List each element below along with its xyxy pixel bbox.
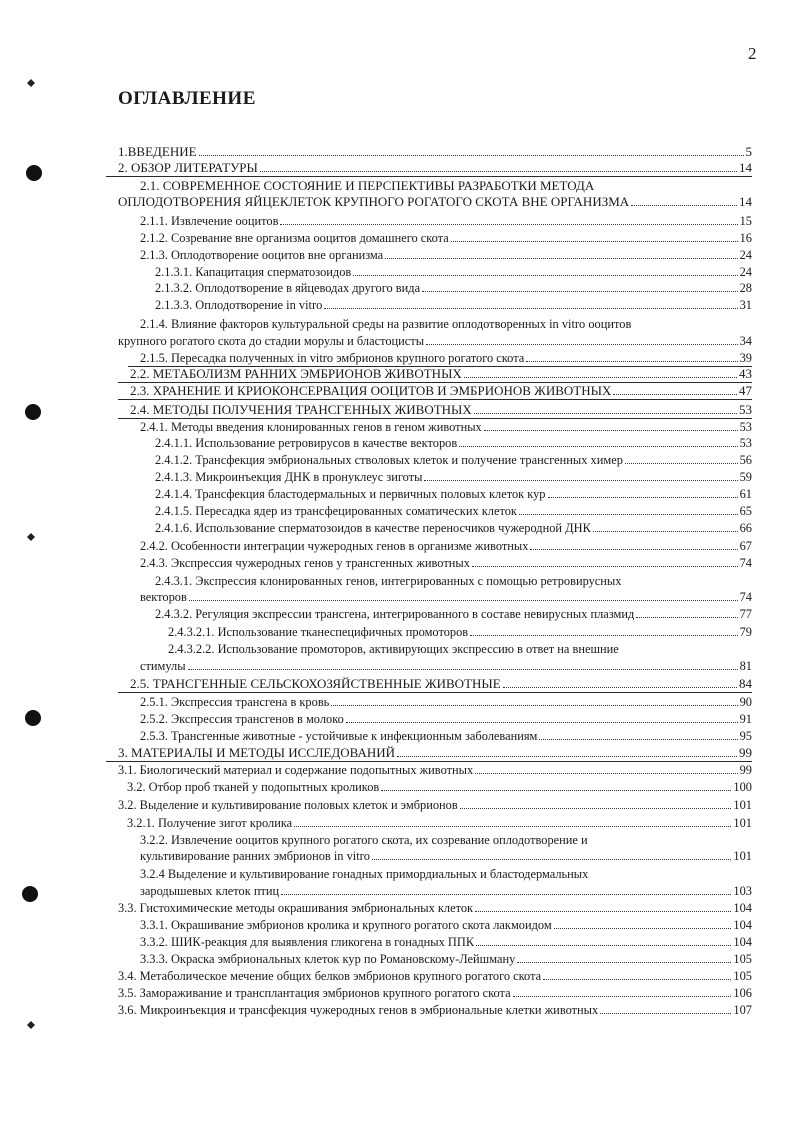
- toc-entry-title: 2.5.1. Экспрессия трансгена в кровь: [140, 695, 330, 709]
- toc-entry-page: 31: [739, 298, 752, 312]
- toc-entry-page: 14: [739, 160, 752, 175]
- dot-leader: [530, 549, 737, 550]
- toc-entry-title: 3.3.3. Окраска эмбриональных клеток кур по Романовскому-Лейшману: [140, 952, 516, 966]
- toc-entry-page: 74: [739, 590, 752, 604]
- toc-entry-title: 2.1. СОВРЕМЕННОЕ СОСТОЯНИЕ И ПЕРСПЕКТИВЫ РАЗРАБОТКИ МЕТОДА: [140, 178, 595, 193]
- dot-leader: [324, 308, 737, 309]
- toc-entry-page: 104: [733, 901, 752, 915]
- dot-leader: [476, 945, 731, 946]
- dot-leader: [517, 962, 731, 963]
- toc-entry-page: 16: [739, 231, 752, 245]
- dot-leader: [459, 446, 737, 447]
- toc-entry: [140, 866, 752, 882]
- rule-line: [118, 399, 752, 400]
- toc-entry-page: 67: [739, 539, 752, 553]
- toc-entry-title: 3.2.1. Получение зигот кролика: [127, 816, 293, 830]
- toc-entry-title: 2.4.1.4. Трансфекция бластодермальных и первичных половых клеток кур: [155, 487, 546, 501]
- toc-entry-title: зародышевых клеток птиц: [140, 884, 280, 898]
- toc-entry-title: 2.4.3.2. Регуляция экспрессии трансгена, интегрированного в составе невирусных плазмид: [155, 607, 635, 621]
- dot-leader: [346, 722, 738, 723]
- toc-entry-page: 34: [739, 334, 752, 348]
- toc-entry-page: 99: [739, 763, 752, 777]
- dot-leader: [625, 463, 738, 464]
- toc-entry-title: крупного рогатого скота до стадии морулы и бластоцисты: [118, 334, 425, 348]
- toc-entry-page: 90: [739, 695, 752, 709]
- toc-entry: [118, 762, 752, 778]
- toc-entry-title: 2.4.3.2.1. Использование тканеспецифичных промоторов: [168, 625, 469, 639]
- toc-entry: [127, 815, 752, 831]
- dot-leader: [631, 205, 737, 206]
- dot-leader: [451, 241, 738, 242]
- toc-entry: [155, 264, 752, 280]
- toc-entry: [127, 779, 752, 795]
- rule-line: [118, 692, 752, 693]
- toc-entry-page: 39: [739, 351, 752, 365]
- toc-entry: [140, 419, 752, 435]
- dot-leader: [424, 480, 737, 481]
- toc-entry-title: 2.5.2. Экспрессия трансгенов в молоко: [140, 712, 344, 726]
- toc-entry: [168, 624, 752, 640]
- dot-leader: [422, 291, 738, 292]
- toc-entry-title: ОПЛОДОТВОРЕНИЯ ЯЙЦЕКЛЕТОК КРУПНОГО РОГАТОГО СКОТА ВНЕ ОРГАНИЗМА: [118, 194, 630, 209]
- toc-entry-page: 56: [739, 453, 752, 467]
- toc-entry-title: 3.2.4 Выделение и культивирование гонадных примордиальных и бластодермальных: [140, 867, 589, 881]
- dot-leader: [353, 275, 737, 276]
- toc-entry-page: 99: [739, 745, 752, 760]
- toc-entry-page: 101: [733, 798, 752, 812]
- toc-entry: [140, 917, 752, 933]
- dot-leader: [548, 497, 738, 498]
- toc-entry: [140, 213, 752, 229]
- toc-entry-title: 3.5. Замораживание и трансплантация эмбрионов крупного рогатого скота: [118, 986, 511, 1000]
- dot-leader: [543, 979, 731, 980]
- toc-entry-title: 2.5.3. Трансгенные животные - устойчивые к инфекционным заболеваниям: [140, 729, 538, 743]
- toc-entry-page: 53: [739, 402, 752, 417]
- toc-entry-page: 28: [739, 281, 752, 295]
- dot-leader: [519, 514, 738, 515]
- toc-entry-page: 101: [733, 849, 752, 863]
- toc-entry-page: 47: [739, 383, 752, 398]
- toc-entry-page: 5: [745, 144, 752, 159]
- dot-leader: [593, 531, 738, 532]
- dot-leader: [199, 155, 744, 156]
- toc-entry: [118, 1002, 752, 1018]
- toc-entry-title: 2.4.1.1. Использование ретровирусов в качестве векторов: [155, 436, 458, 450]
- toc-entry: [140, 230, 752, 246]
- toc-entry: [140, 934, 752, 950]
- page-title: ОГЛАВЛЕНИЕ: [118, 88, 256, 109]
- toc-entry-page: 107: [733, 1003, 752, 1017]
- toc-entry-title: 1.ВВЕДЕНИЕ: [118, 144, 197, 159]
- toc-entry: [118, 900, 752, 916]
- toc-entry-title: 3.6. Микроинъекция и трансфекция чужеродных генов в эмбриональные клетки животных: [118, 1003, 599, 1017]
- dot-leader: [472, 566, 738, 567]
- toc-entry: [168, 641, 752, 657]
- toc-entry-title: 2.1.5. Пересадка полученных in vitro эмбрионов крупного рогатого скота: [140, 351, 525, 365]
- dot-leader: [474, 413, 737, 414]
- toc-entry: [140, 247, 752, 263]
- toc-entry-title: 2.5. ТРАНСГЕННЫЕ СЕЛЬСКОХОЗЯЙСТВЕННЫЕ ЖИВОТНЫЕ: [130, 676, 501, 691]
- toc-entry-page: 24: [739, 248, 752, 262]
- toc-entry-title: 2.4.3. Экспрессия чужеродных генов у трансгенных животных: [140, 556, 470, 570]
- dot-leader: [636, 617, 737, 618]
- toc-entry: [140, 951, 752, 967]
- toc-entry-page: 103: [733, 884, 752, 898]
- dot-leader: [189, 600, 738, 601]
- toc-entry: [118, 985, 752, 1001]
- page-number: 2: [748, 44, 757, 63]
- toc-entry-page: 14: [739, 194, 752, 209]
- toc-entry-title: 2.4.1.5. Пересадка ядер из трансфецированных соматических клеток: [155, 504, 517, 518]
- toc-entry-page: 81: [739, 659, 752, 673]
- toc-entry: [140, 350, 752, 366]
- toc-entry-title: 3.3. Гистохимические методы окрашивания эмбриональных клеток: [118, 901, 474, 915]
- toc-entry: [140, 555, 752, 571]
- toc-entry: [155, 452, 752, 468]
- toc-entry: [140, 694, 752, 710]
- toc-entry-title: 2.1.1. Извлечение ооцитов: [140, 214, 279, 228]
- toc-entry: [130, 383, 752, 399]
- toc-entry: [140, 832, 752, 848]
- toc-entry: [118, 797, 752, 813]
- dot-leader: [280, 224, 737, 225]
- toc-entry-title: 3. МАТЕРИАЛЫ И МЕТОДЫ ИССЛЕДОВАНИЙ: [118, 745, 396, 760]
- dot-leader: [294, 826, 731, 827]
- toc-entry-title: 2.4.2. Особенности интеграции чужеродных генов в организме животных: [140, 539, 529, 553]
- toc-entry: [118, 194, 752, 210]
- toc-entry-title: 3.3.1. Окрашивание эмбрионов кролика и крупного рогатого скота лакмоидом: [140, 918, 552, 932]
- toc-entry: [140, 589, 752, 605]
- dot-leader: [484, 430, 738, 431]
- toc-entry: [130, 402, 752, 418]
- toc-entry-page: 66: [739, 521, 752, 535]
- toc-entry-page: 104: [733, 935, 752, 949]
- dot-leader: [460, 808, 732, 809]
- toc-entry-title: 2.2. МЕТАБОЛИЗМ РАННИХ ЭМБРИОНОВ ЖИВОТНЫХ: [130, 366, 462, 381]
- toc-entry-title: 2.4.1.2. Трансфекция эмбриональных стволовых клеток и получение трансгенных химер: [155, 453, 623, 467]
- dot-leader: [526, 361, 737, 362]
- toc-entry-page: 91: [739, 712, 752, 726]
- toc-entry: [140, 711, 752, 727]
- toc-entry-page: 59: [739, 470, 752, 484]
- dot-leader: [475, 773, 737, 774]
- toc-entry-page: 79: [739, 625, 752, 639]
- dot-leader: [381, 790, 731, 791]
- toc-entry-title: 3.2. Выделение и культивирование половых клеток и эмбрионов: [118, 798, 458, 812]
- toc-entry-page: 105: [733, 952, 752, 966]
- toc-entry: [155, 297, 752, 313]
- toc-entry-title: 2.1.2. Созревание вне организма ооцитов домашнего скота: [140, 231, 449, 245]
- toc-entry-page: 104: [733, 918, 752, 932]
- toc-entry-page: 61: [739, 487, 752, 501]
- dot-leader: [539, 739, 737, 740]
- toc-entry-title: 2.4.1. Методы введения клонированных генов в геном животных: [140, 420, 482, 434]
- toc-entry-title: векторов: [140, 590, 187, 604]
- toc-entry: [155, 435, 752, 451]
- toc-entry-title: 2.4.1.6. Использование сперматозоидов в качестве переносчиков чужеродной ДНК: [155, 521, 591, 535]
- toc-entry: [130, 676, 752, 692]
- toc-entry-title: 2.4.3.1. Экспрессия клонированных генов, интегрированных с помощью ретровирусных: [155, 574, 622, 588]
- toc-entry: [118, 160, 752, 176]
- toc-entry-title: 3.1. Биологический материал и содержание подопытных животных: [118, 763, 474, 777]
- dot-leader: [470, 635, 737, 636]
- toc-entry-title: 2.4.1.3. Микроинъекция ДНК в пронуклеус зиготы: [155, 470, 423, 484]
- toc-entry: [155, 486, 752, 502]
- toc-entry: [118, 144, 752, 160]
- toc-entry-title: 2.4.3.2.2. Использование промоторов, активирующих экспрессию в ответ на внешние: [168, 642, 619, 656]
- dot-leader: [613, 394, 737, 395]
- toc-entry-title: стимулы: [140, 659, 186, 673]
- toc-entry-title: 2.1.4. Влияние факторов культуральной среды на развитие оплодотворенных in vitro ооцитов: [140, 317, 632, 331]
- toc-entry-page: 53: [739, 420, 752, 434]
- toc-entry-title: 2.4. МЕТОДЫ ПОЛУЧЕНИЯ ТРАНСГЕННЫХ ЖИВОТНЫХ: [130, 402, 472, 417]
- toc-entry-title: 2. ОБЗОР ЛИТЕРАТУРЫ: [118, 160, 258, 175]
- toc-entry-page: 105: [733, 969, 752, 983]
- toc-entry-title: 2.3. ХРАНЕНИЕ И КРИОКОНСЕРВАЦИЯ ООЦИТОВ И ЭМБРИОНОВ ЖИВОТНЫХ: [130, 383, 612, 398]
- dot-leader: [475, 911, 731, 912]
- toc-entry-title: 2.1.3. Оплодотворение ооцитов вне организма: [140, 248, 384, 262]
- dot-leader: [188, 669, 738, 670]
- toc-entry: [118, 333, 752, 349]
- toc-entry-title: 2.1.3.2. Оплодотворение в яйцеводах другого вида: [155, 281, 421, 295]
- toc-entry: [140, 658, 752, 674]
- toc-entry-page: 95: [739, 729, 752, 743]
- toc-entry-title: культивирование ранних эмбрионов in vitro: [140, 849, 370, 863]
- dot-leader: [554, 928, 732, 929]
- toc-entry-page: 65: [739, 504, 752, 518]
- toc-entry-title: 2.1.3.1. Капацитация сперматозоидов: [155, 265, 352, 279]
- dot-leader: [385, 258, 737, 259]
- toc-entry-page: 24: [739, 265, 752, 279]
- toc-entry-page: 74: [739, 556, 752, 570]
- toc-entry: [155, 606, 752, 622]
- toc-entry-page: 101: [733, 816, 752, 830]
- toc-entry: [140, 848, 752, 864]
- toc-entry-title: 3.4. Метаболическое мечение общих белков эмбрионов крупного рогатого скота: [118, 969, 542, 983]
- toc-entry-title: 3.2.2. Извлечение ооцитов крупного рогатого скота, их созревание оплодотворение и: [140, 833, 588, 847]
- toc-entry-page: 100: [733, 780, 752, 794]
- toc-entry: [155, 469, 752, 485]
- toc-entry: [118, 968, 752, 984]
- toc-entry: [155, 520, 752, 536]
- dot-leader: [331, 705, 737, 706]
- dot-leader: [464, 377, 737, 378]
- dot-leader: [513, 996, 732, 997]
- toc-entry-page: 84: [739, 676, 752, 691]
- toc-entry-page: 106: [733, 986, 752, 1000]
- toc-entry: [118, 745, 752, 761]
- dot-leader: [426, 344, 738, 345]
- dot-leader: [503, 687, 737, 688]
- toc-entry: [155, 573, 752, 589]
- dot-leader: [397, 756, 737, 757]
- toc-entry: [140, 728, 752, 744]
- toc-entry: [155, 503, 752, 519]
- toc-entry-page: 77: [739, 607, 752, 621]
- dot-leader: [372, 859, 731, 860]
- toc-entry-page: 15: [739, 214, 752, 228]
- toc-entry: [140, 883, 752, 899]
- dot-leader: [281, 894, 731, 895]
- toc-entry: [140, 538, 752, 554]
- dot-leader: [260, 171, 737, 172]
- rule-line: [106, 176, 752, 177]
- toc-entry: [130, 366, 752, 382]
- toc-entry: [155, 280, 752, 296]
- toc-entry-title: 3.3.2. ШИК-реакция для выявления гликогена в гонадных ППК: [140, 935, 475, 949]
- toc-entry: [140, 178, 752, 194]
- toc-entry-title: 2.1.3.3. Оплодотворение in vitro: [155, 298, 323, 312]
- dot-leader: [600, 1013, 731, 1014]
- toc-entry: [140, 316, 752, 332]
- toc-entry-page: 43: [739, 366, 752, 381]
- toc-entry-page: 53: [739, 436, 752, 450]
- toc-entry-title: 3.2. Отбор проб тканей у подопытных кроликов: [127, 780, 380, 794]
